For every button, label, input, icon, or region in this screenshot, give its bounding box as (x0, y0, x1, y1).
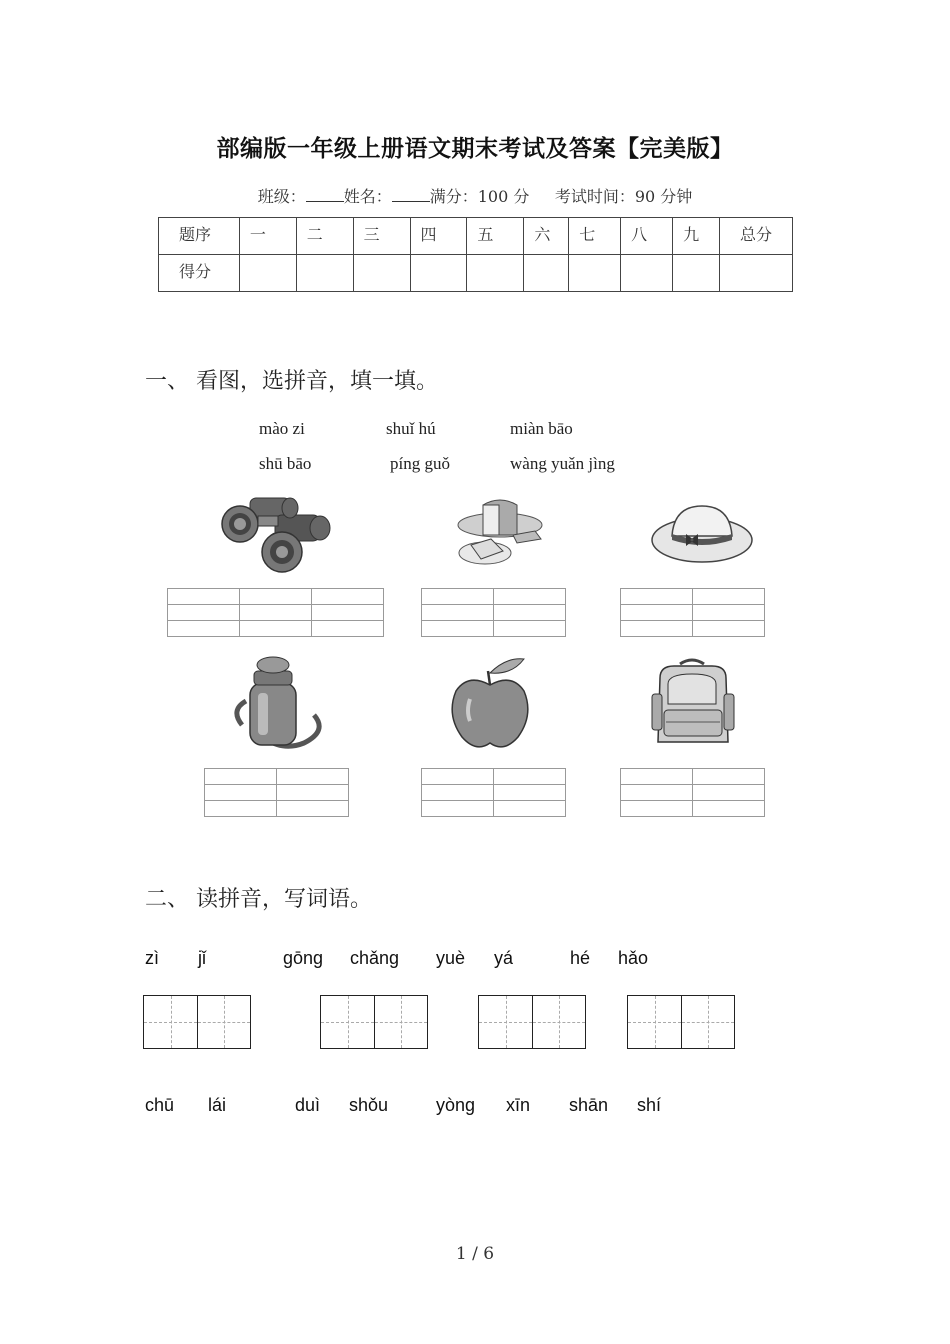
score-cell: 九 (673, 218, 720, 255)
exam-info (0, 184, 950, 207)
pinyin-grid[interactable] (620, 768, 765, 817)
pinyin-word: chū (145, 1095, 175, 1115)
pinyin-word: yòng (436, 1095, 476, 1115)
pinyin-word: yuè (436, 948, 466, 968)
pinyin-word: shí (637, 1095, 662, 1115)
score-input[interactable] (296, 255, 353, 292)
pinyin-grid[interactable] (421, 588, 566, 637)
page-number: 1 / 6 (455, 1244, 495, 1264)
pinyin-option: wàng yuǎn jìng (510, 454, 615, 473)
writing-box[interactable] (143, 995, 251, 1049)
backpack-icon (650, 658, 735, 748)
pinyin-word: jǐ (198, 948, 206, 968)
score-input[interactable] (239, 255, 296, 292)
score-cell: 四 (410, 218, 467, 255)
full-score: 满分：100 分 (429, 187, 530, 206)
score-input[interactable] (719, 255, 792, 292)
apple-icon (448, 655, 533, 752)
score-cell: 题序 (159, 218, 240, 255)
writing-box[interactable] (478, 995, 586, 1049)
score-input[interactable] (673, 255, 720, 292)
kettle-icon (228, 655, 328, 750)
pinyin-word: gōng (283, 948, 324, 968)
hat-icon (650, 500, 755, 568)
score-cell: 六 (524, 218, 569, 255)
pinyin-grid[interactable] (167, 588, 384, 637)
pinyin-option: píng guǒ (390, 454, 450, 473)
score-input[interactable] (353, 255, 410, 292)
class-label: 班级： (257, 187, 306, 206)
pinyin-word: chǎng (350, 948, 400, 968)
pinyin-word: shān (569, 1095, 609, 1115)
pinyin-option: shū bāo (259, 454, 312, 473)
page-title: 部编版一年级上册语文期末考试及答案【完美版】 (216, 135, 734, 162)
pinyin-option: shuǐ hú (386, 419, 436, 438)
exam-time: 考试时间：90 分钟 (554, 187, 693, 206)
pinyin-option: mào zi (259, 419, 305, 438)
score-cell: 三 (353, 218, 410, 255)
pinyin-word: lái (208, 1095, 227, 1115)
pinyin-word: xīn (506, 1095, 531, 1115)
bread-icon (455, 495, 550, 570)
binoculars-icon (220, 490, 335, 575)
score-cell: 五 (467, 218, 524, 255)
name-blank[interactable] (392, 187, 430, 202)
score-cell: 总分 (719, 218, 792, 255)
score-input[interactable] (524, 255, 569, 292)
pinyin-word: zì (145, 948, 160, 968)
score-cell: 得分 (159, 255, 240, 292)
score-cell: 一 (239, 218, 296, 255)
pinyin-option: miàn bāo (510, 419, 573, 438)
pinyin-word: hé (570, 948, 591, 968)
pinyin-word: shǒu (349, 1095, 389, 1115)
pinyin-grid[interactable] (620, 588, 765, 637)
score-table (158, 217, 793, 292)
score-cell: 七 (569, 218, 621, 255)
score-value-row (159, 255, 793, 292)
writing-box[interactable] (320, 995, 428, 1049)
pinyin-word: yá (494, 948, 514, 968)
pinyin-word: hǎo (618, 948, 649, 968)
class-blank[interactable] (306, 187, 344, 202)
section2-heading: 二、 读拼音，写词语。 (145, 887, 372, 912)
score-input[interactable] (621, 255, 673, 292)
score-cell: 八 (621, 218, 673, 255)
pinyin-grid[interactable] (204, 768, 349, 817)
name-label: 姓名： (343, 187, 392, 206)
score-input[interactable] (410, 255, 467, 292)
score-input[interactable] (467, 255, 524, 292)
pinyin-word: duì (295, 1095, 321, 1115)
section1-heading: 一、 看图，选拼音，填一填。 (145, 369, 438, 394)
writing-box[interactable] (627, 995, 735, 1049)
score-input[interactable] (569, 255, 621, 292)
score-header-row (159, 218, 793, 255)
pinyin-grid[interactable] (421, 768, 566, 817)
score-cell: 二 (296, 218, 353, 255)
